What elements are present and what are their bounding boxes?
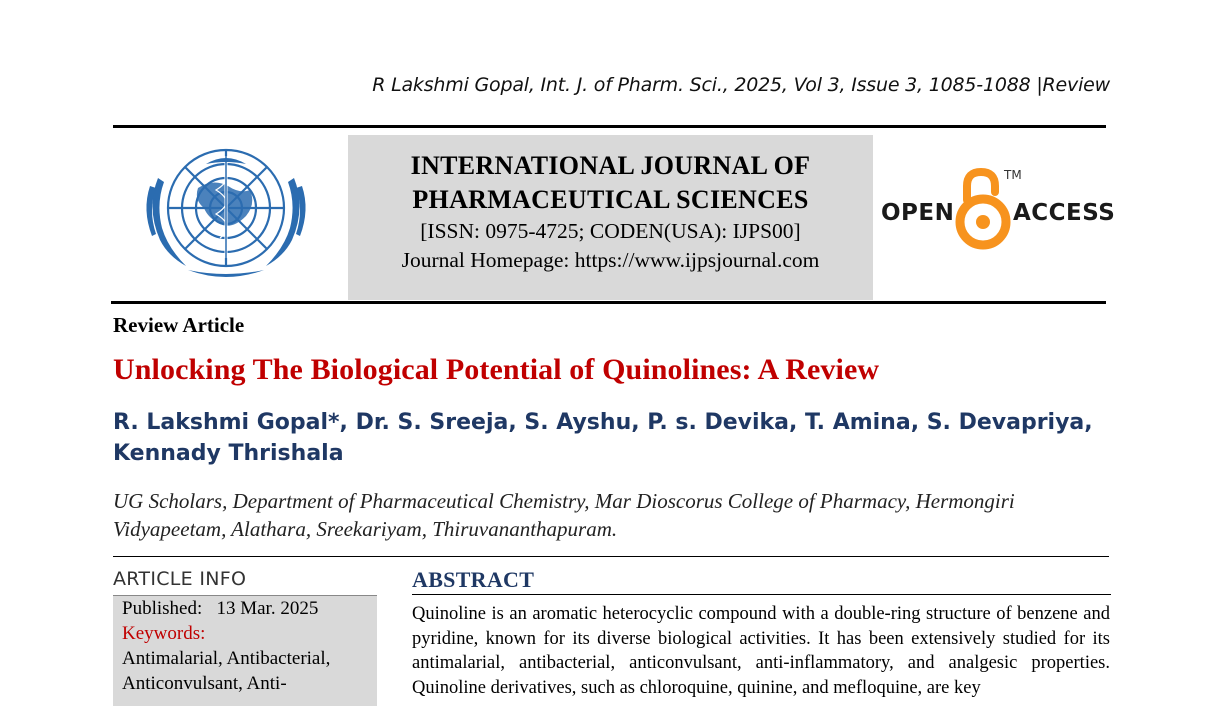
article-info-box xyxy=(113,596,377,706)
open-access-label-left: OPEN xyxy=(881,200,955,226)
authors-line-1: R. Lakshmi Gopal*, Dr. S. Sreeja, S. Ayshu, P. s. Devika, T. Amina, S. Devapriya, xyxy=(113,410,1093,435)
authors-line-2: Kennady Thrishala xyxy=(113,441,344,466)
journal-emblem-logo xyxy=(128,138,324,286)
abstract-rule xyxy=(412,594,1111,595)
masthead-bottom-rule xyxy=(111,301,1106,304)
top-rule xyxy=(113,125,1106,128)
abstract-text: Quinoline is an aromatic heterocyclic compound with a double-ring structure of benzene and pyridine, known for its diverse biological activities. It has been extensively studied for its antimalarial, antibacterial, anticonvulsant, anti-inflammatory, and analgesic properties. Quinoline derivatives, such as chloroquine, quinine, and mefloquine, are key xyxy=(412,604,1110,698)
keywords-line-1: Antimalarial, Antibacterial, xyxy=(122,648,331,669)
article-title: Unlocking The Biological Potential of Quinolines: A Review xyxy=(113,353,880,386)
article-type: Review Article xyxy=(113,313,245,337)
author-list xyxy=(113,407,1113,469)
journal-issn: [ISSN: 0975-4725; CODEN(USA): IJPS00] xyxy=(420,219,801,243)
keywords-line-2: Anticonvulsant, Anti- xyxy=(122,673,287,694)
keywords-label: Keywords: xyxy=(122,623,206,644)
affiliation: UG Scholars, Department of Pharmaceutical Chemistry, Mar Dioscorus College of Pharmacy, Hermongiri Vidyapeetam, Alathara, Sreekariyam, Thiruvananthapuram. xyxy=(113,489,1015,541)
abstract-heading: ABSTRACT xyxy=(412,567,535,592)
trademark-mark: TM xyxy=(1004,168,1022,182)
open-access-label-right: ACCESS xyxy=(1013,200,1116,226)
journal-masthead xyxy=(348,135,873,300)
published-row xyxy=(113,596,377,621)
published-label: Published: xyxy=(122,598,203,619)
article-info-heading: ARTICLE INFO xyxy=(113,568,247,590)
section-divider xyxy=(113,556,1109,557)
published-date: 13 Mar. 2025 xyxy=(216,598,319,619)
open-lock-icon xyxy=(955,166,1011,252)
journal-homepage: Journal Homepage: https://www.ijpsjournal.com xyxy=(401,248,820,272)
journal-name-line1: INTERNATIONAL JOURNAL OF xyxy=(410,151,811,180)
citation-header: R Lakshmi Gopal, Int. J. of Pharm. Sci., 2025, Vol 3, Issue 3, 1085-1088 |Review xyxy=(372,74,1110,96)
journal-name-line2: PHARMACEUTICAL SCIENCES xyxy=(412,185,809,214)
